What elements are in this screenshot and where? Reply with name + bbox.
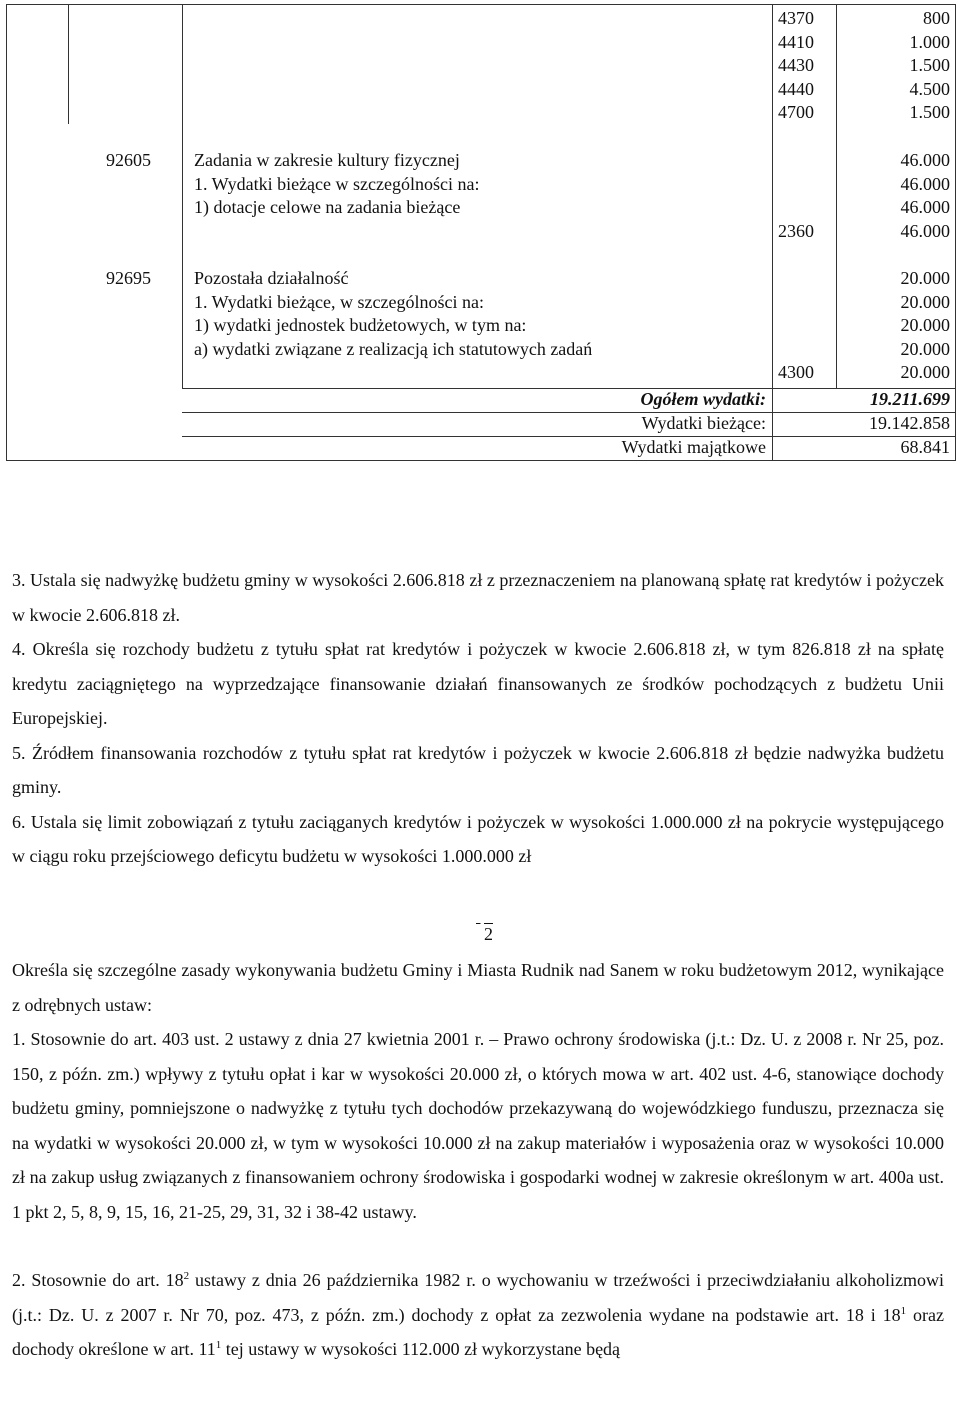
superscript: 1 (215, 1339, 222, 1351)
current-expenses-value: 19.142.858 (869, 413, 950, 433)
table-border-bottom (6, 460, 956, 461)
superscript: 1 (900, 1304, 907, 1317)
amount: 20.000 (900, 362, 950, 382)
budget-table (6, 4, 956, 460)
description-line: 1. Wydatki bieżące, w szczególności na: (194, 291, 484, 312)
amount: 1.000 (909, 31, 950, 52)
table-col-divider (836, 4, 837, 388)
table-col-divider (182, 4, 183, 388)
table-border-right (955, 4, 956, 460)
current-expenses-label: Wydatki bieżące: (641, 413, 766, 433)
section-92605-amounts (842, 149, 950, 243)
section-code-92695: 92695 (106, 268, 151, 288)
description-line: Pozostała działalność (194, 268, 349, 288)
paragraph-liability-limit: 6. Ustala się limit zobowiązań z tytułu zaciąganych kredytów i pożyczek w wysokości 1.000.000 zł na pokrycie występującego w ciągu roku przejściowego deficytu budżetu w wysokości 1.000.000 zł (12, 811, 944, 866)
table-border-top (6, 4, 956, 5)
amount: 46.000 (900, 173, 950, 194)
section-code-92605: 92605 (106, 150, 151, 170)
section-item-1: 1. Stosownie do art. 403 ust. 2 ustawy z dnia 27 kwietnia 2001 r. – Prawo ochrony środowiska (j.t.: Dz. U. z 2008 r. Nr 25, poz. 150, z późn. zm.) wpływy z tytułu opłat i kar w wysokości 20.000 zł, o których mowa w art. 402 ust. 4-6, stanowiące dochody budżetu gminy, pomniejszone o nadwyżkę z tytułu tych dochodów przekazywaną do wojewódzkiego funduszu, przeznacza się na wydatki w wysokości 20.000 zł, w tym w wysokości 10.000 zł na zakup materiałów i wyposażenia oraz w wysokości 10.000 zł na zakup usług związanych z finansowaniem ochrony środowiska i gospodarki wodnej w zakresie określonym w art. 400a ust. 1 pkt 2, 5, 8, 9, 15, 16, 21-25, 29, 31, 32 i 38-42 ustawy. (12, 1029, 944, 1222)
superscript: 2 (183, 1270, 190, 1282)
section-92695-amounts (842, 267, 950, 385)
total-expenses-label: Ogółem wydatki: (640, 389, 766, 409)
description-line: a) wydatki związane z realizacją ich statutowych zadań (194, 338, 593, 359)
paragraph-outflows: 4. Określa się rozchody budżetu z tytułu spłat rat kredytów i pożyczek w kwocie 2.606.818 zł, w tym 826.818 zł na spłatę kredytu zaciągniętego na wyprzedzające finansowanie działań finansowanych ze środków pochodzących z budżetu Unii Europejskiej. (12, 639, 944, 728)
section-92695-description (194, 267, 592, 361)
item-2-text: ustawy z dnia 26 października 1982 r. o wychowaniu w trzeźwości i przeciwdziałaniu alkoholizmowi (j.t.: Dz. U. z 2007 r. Nr 70, poz. 473, z późn. zm.) dochody z opłat za zezwolenia wydane na podstawie art. 18 i 18 (12, 1270, 944, 1325)
paragraph-code: 2360 (778, 220, 814, 241)
amount: 4.500 (909, 78, 950, 99)
section-2-text (12, 953, 944, 1367)
item-2-text: tej ustawy w wysokości 112.000 zł wykorzystane będą (221, 1339, 621, 1359)
paragraph-code: 4300 (778, 362, 814, 382)
amount: 46.000 (900, 150, 950, 170)
section-number: 2 (484, 924, 493, 944)
item-2-text: oraz dochody określone w art. 11 (12, 1304, 944, 1359)
section-heading (476, 924, 493, 945)
description-line: 1) wydatki jednostek budżetowych, w tym na: (194, 315, 527, 335)
amount: 46.000 (900, 197, 950, 217)
amount: 20.000 (900, 338, 950, 359)
paragraph-financing-source: 5. Źródłem finansowania rozchodów z tytułu spłat rat kredytów i pożyczek w kwocie 2.606.818 zł będzie nadwyżka budżetu gminy. (12, 742, 944, 797)
section-intro: Określa się szczególne zasady wykonywania budżetu Gminy i Miasta Rudnik nad Sanem w roku budżetowym 2012, wynikające z odrębnych ustaw: (12, 960, 944, 1015)
amount: 1.500 (909, 55, 950, 75)
paragraph-code: 4410 (778, 31, 814, 52)
section-item-2 (12, 1263, 944, 1367)
paragraph-code: 4370 (778, 8, 814, 28)
top-block-codes (778, 7, 814, 125)
description-line: Zadania w zakresie kultury fizycznej (194, 150, 460, 170)
table-col-divider (68, 4, 69, 124)
capital-expenses-value: 68.841 (900, 437, 950, 457)
amount: 1.500 (909, 102, 950, 122)
section-92605-description (194, 149, 479, 220)
table-border-left (6, 4, 7, 460)
capital-expenses-label: Wydatki majątkowe (621, 437, 766, 457)
description-line: 1) dotacje celowe na zadania bieżące (194, 197, 461, 217)
amount: 20.000 (900, 268, 950, 288)
paragraph-code: 4430 (778, 55, 814, 75)
paragraph-code: 4440 (778, 78, 814, 99)
top-block-amounts (842, 7, 950, 125)
amount: 800 (923, 8, 950, 28)
amount: 46.000 (900, 220, 950, 241)
paragraph-code: 4700 (778, 102, 814, 122)
table-col-divider (772, 4, 773, 460)
budget-resolution-paragraphs (12, 563, 944, 874)
item-2-text: 2. Stosownie do art. 18 (12, 1270, 184, 1290)
paragraph-surplus: 3. Ustala się nadwyżkę budżetu gminy w wysokości 2.606.818 zł z przeznaczeniem na planowaną spłatę rat kredytów i pożyczek w kwocie 2.606.818 zł. (12, 570, 944, 625)
amount: 20.000 (900, 315, 950, 335)
amount: 20.000 (900, 291, 950, 312)
total-expenses-value: 19.211.699 (869, 389, 950, 409)
description-line: 1. Wydatki bieżące w szczególności na: (194, 173, 480, 194)
